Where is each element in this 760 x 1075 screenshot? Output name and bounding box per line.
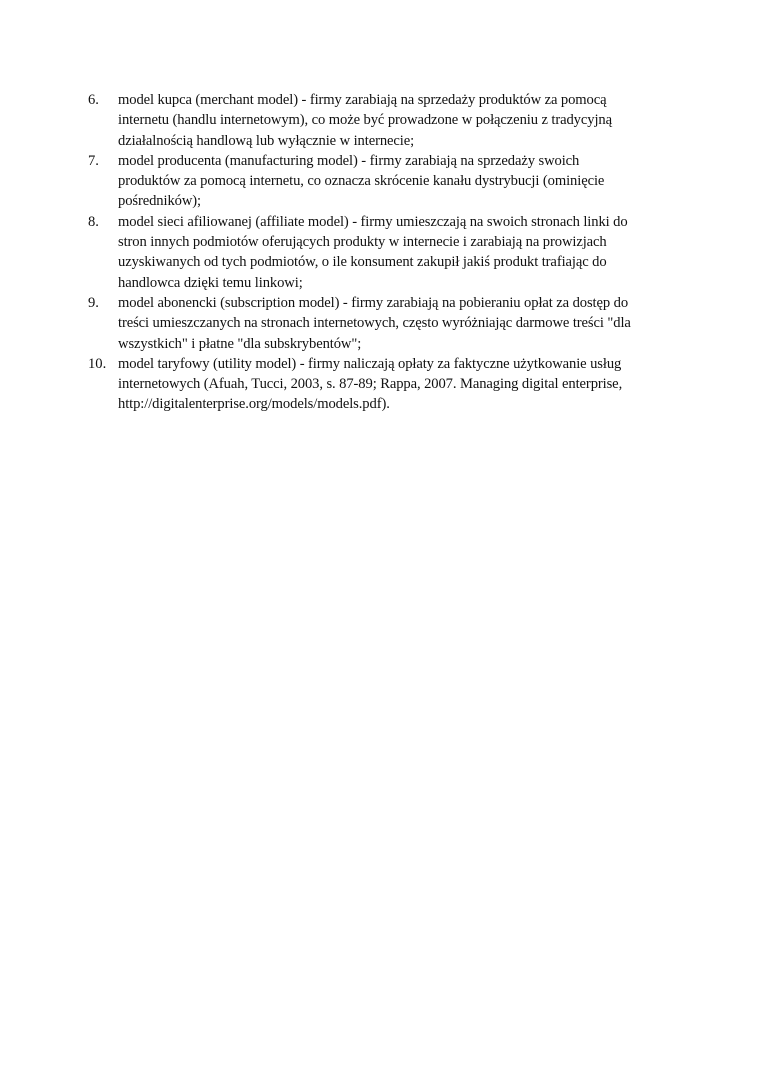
- list-item: [88, 212, 688, 293]
- list-item-text: model sieci afiliowanej (affiliate model) - firmy umieszczają na swoich stronach linki do stron innych podmiotów oferujących produkty w internecie i zarabiają na prowizjach uzyskiwanych od tych podmiotów, o ile konsument zakupił jakiś produkt trafiając do handlowca dzięki temu linkowi;: [118, 213, 628, 291]
- list-item: [88, 354, 688, 415]
- list-item-text: model taryfowy (utility model) - firmy naliczają opłaty za faktyczne użytkowanie usług internetowych (Afuah, Tucci, 2003, s. 87-89; Rappa, 2007. Managing digital enterprise, http://digitalenterprise.org/models/models.pdf).: [118, 355, 623, 413]
- list-item: [88, 90, 688, 151]
- list-item-number: 8.: [88, 213, 99, 230]
- list-item-number: 9.: [88, 294, 99, 311]
- list-item-number: 6.: [88, 92, 99, 108]
- list-item: [88, 151, 688, 212]
- list-item-number: 10.: [88, 355, 107, 372]
- list-item-text: model producenta (manufacturing model) - firmy zarabiają na sprzedaży swoich produktów za pomocą internetu, co oznacza skrócenie kanału dystrybucji (ominięcie pośredników);: [118, 152, 605, 210]
- list-item-text: model kupca (merchant model) - firmy zarabiają na sprzedaży produktów za pomocą internetu (handlu internetowym), co może być prowadzone w połączeniu z tradycyjną działalnością handlową lub wyłącznie w internecie;: [118, 92, 612, 149]
- list-item: [88, 293, 688, 354]
- list-item-number: 7.: [88, 152, 99, 169]
- business-models-list: [88, 90, 688, 415]
- list-item-text: model abonencki (subscription model) - firmy zarabiają na pobieraniu opłat za dostęp do treści umieszczanych na stronach internetowych, często wyróżniając darmowe treści "dla wszystkich" i płatne "dla subskrybentów";: [118, 294, 631, 352]
